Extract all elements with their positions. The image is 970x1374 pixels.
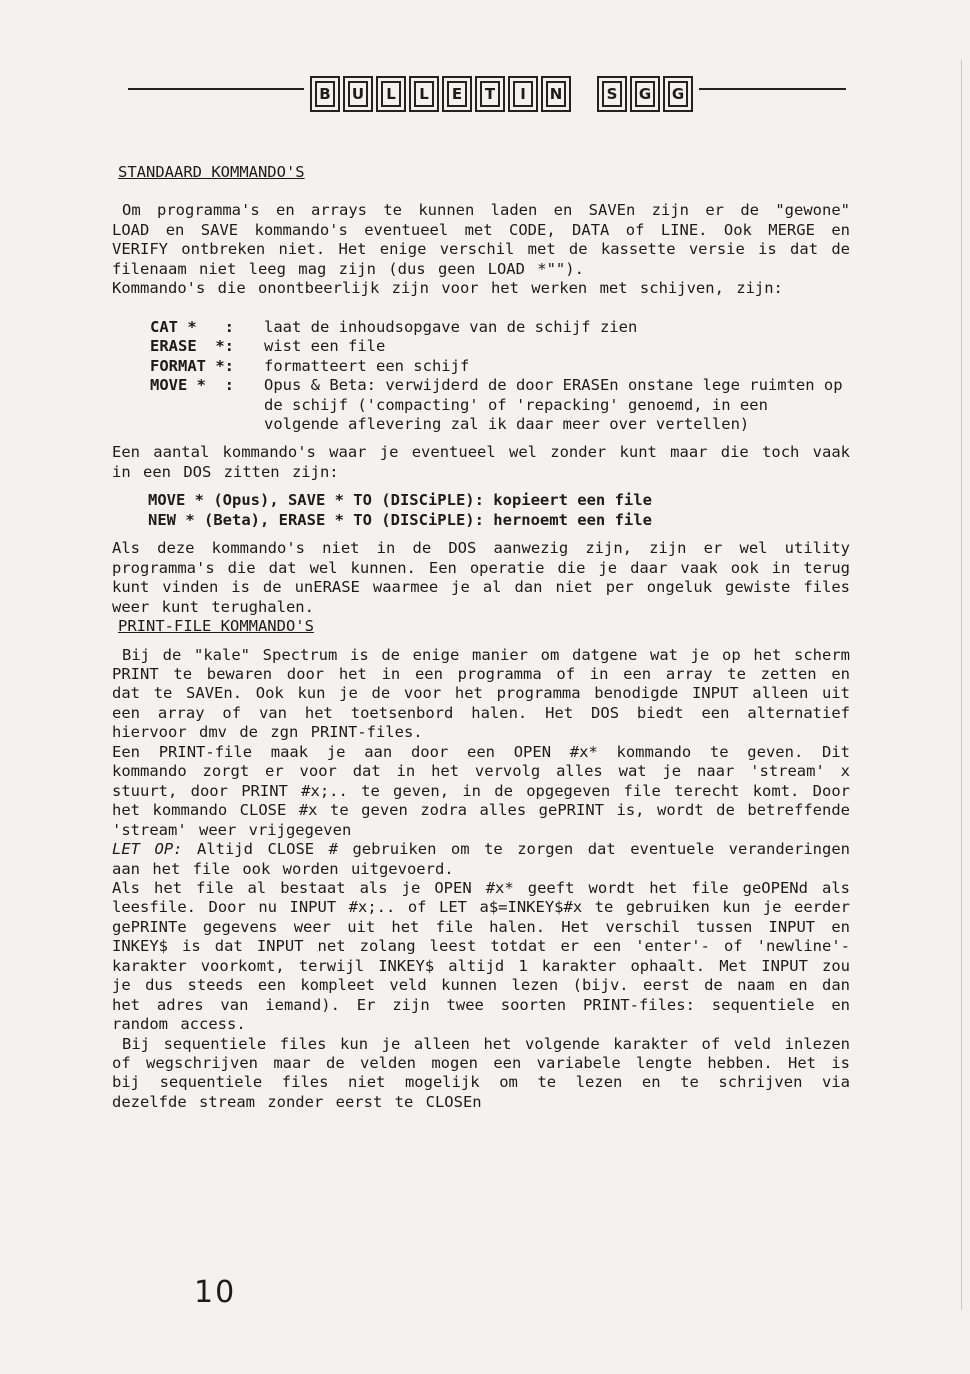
- section-heading: STANDAARD KOMMANDO'S: [118, 163, 305, 181]
- command-name: CAT * :: [150, 317, 234, 336]
- alias-row: NEW * (Beta), ERASE * TO (DISCiPLE): hernoemt een file: [148, 510, 652, 529]
- masthead-letter-tile: N: [541, 76, 571, 112]
- alias-row: MOVE * (Opus), SAVE * TO (DISCiPLE): kopieert een file: [148, 491, 652, 510]
- masthead-letter-tile: T: [475, 76, 505, 112]
- paragraph: [112, 840, 850, 879]
- command-row: [150, 357, 850, 376]
- command-name: ERASE *:: [150, 337, 234, 356]
- masthead-letter-tile: L: [376, 76, 406, 112]
- page-edge-line: [961, 60, 962, 1310]
- masthead-letter-tile: S: [597, 76, 627, 112]
- masthead-letter-tile: L: [409, 76, 439, 112]
- command-name: MOVE * :: [150, 376, 234, 395]
- paragraph: Een PRINT-file maak je aan door een OPEN #x* kommando te geven. Dit kommando zorgt er voor dat in het vervolg alles wat je naar 'stream' x stuurt, door PRINT #x;.. te geven, in de opgegeven file terecht komt. Door het kommando CLOSE #x te geven zodra alles gePRINT is, wordt de betreffende 'stream' weer vrijgegeven: [112, 742, 850, 839]
- command-row: [150, 376, 850, 434]
- article-body: [112, 163, 850, 1112]
- note-label: LET OP:: [112, 840, 183, 859]
- note-text: Altijd CLOSE # gebruiken om te zorgen dat eventuele veranderingen aan het file ook worden uitgevoerd.: [112, 840, 850, 878]
- section-heading: PRINT-FILE KOMMANDO'S: [118, 617, 314, 636]
- command-description: formatteert een schijf: [264, 356, 470, 375]
- command-description: wist een file: [264, 337, 386, 356]
- command-description: laat de inhoudsopgave van de schijf zien: [264, 317, 638, 336]
- paragraph: Bij de "kale" Spectrum is de enige manier om datgene wat je op het scherm PRINT te bewaren door het in een programma of in een array te zetten en dat te SAVEn. Ook kun je de voor het programma benodigde INPUT alleen uit een array of van het toetsenbord halen. Het DOS biedt een alternatief hiervoor dmv de zgn PRINT-files.: [112, 645, 850, 742]
- masthead-letter-tile: G: [630, 76, 660, 112]
- command-row: [150, 318, 850, 337]
- paragraph: Om programma's en arrays te kunnen laden en SAVEn zijn er de "gewone" LOAD en SAVE kommando's eventueel met CODE, DATA of LINE. Ook MERGE en VERIFY ontbreken niet. Het enige verschil met de kassette versie is dat de filenaam niet leeg mag zijn (dus geen LOAD *"").: [112, 201, 850, 278]
- command-list: [112, 318, 850, 435]
- masthead-letter-tile: E: [442, 76, 472, 112]
- masthead-title: [304, 76, 699, 112]
- command-description: Opus & Beta: verwijderd de door ERASEn onstane lege ruimten op de schijf ('compacting' of 'repacking' genoemd, in een volgende aflevering zal ik daar meer over vertellen): [264, 376, 843, 433]
- masthead-letter-tile: I: [508, 76, 538, 112]
- masthead-letter-tile: B: [310, 76, 340, 112]
- masthead-word-gap: [574, 76, 594, 112]
- masthead: [128, 76, 846, 118]
- alias-list: [112, 491, 850, 530]
- paragraph: Bij sequentiele files kun je alleen het volgende karakter of veld inlezen of wegschrijven maar de velden mogen een variabele lengte hebben. Het is bij sequentiele files niet mogelijk om te lezen en te schrijven via dezelfde stream zonder eerst te CLOSEn: [112, 1034, 850, 1111]
- command-name: FORMAT *:: [150, 356, 234, 375]
- masthead-letter-tile: G: [663, 76, 693, 112]
- paragraph: Een aantal kommando's waar je eventueel wel zonder kunt maar die toch vaak in een DOS zitten zijn:: [112, 443, 850, 481]
- masthead-letter-tile: U: [343, 76, 373, 112]
- paragraph: Als het file al bestaat als je OPEN #x* geeft wordt het file geOPENd als leesfile. Door nu INPUT #x;.. of LET a$=INKEY$#x te gebruiken kun je eerder gePRINTe gegevens weer uit het file halen. Het verschil tussen INPUT en INKEY$ is dat INPUT net zolang leest totdat er een 'enter'- of 'newline'-karakter voorkomt, terwijl INKEY$ altijd 1 karakter ophaalt. Met INPUT zou je dus steeds een kompleet veld kunnen lezen (bijv. eerst de naam en dan het adres van iemand). Er zijn twee soorten PRINT-files: sequentiele en random access.: [112, 878, 850, 1034]
- command-row: [150, 337, 850, 356]
- page-number: 10: [194, 1275, 237, 1310]
- paragraph: Kommando's die onontbeerlijk zijn voor het werken met schijven, zijn:: [112, 279, 783, 298]
- paragraph: Als deze kommando's niet in de DOS aanwezig zijn, zijn er wel utility programma's die dat wel kunnen. Een operatie die je daar vaak ook in terug kunt vinden is de unERASE waarmee je al dan niet per ongeluk gewiste files weer kunt terughalen.: [112, 539, 850, 616]
